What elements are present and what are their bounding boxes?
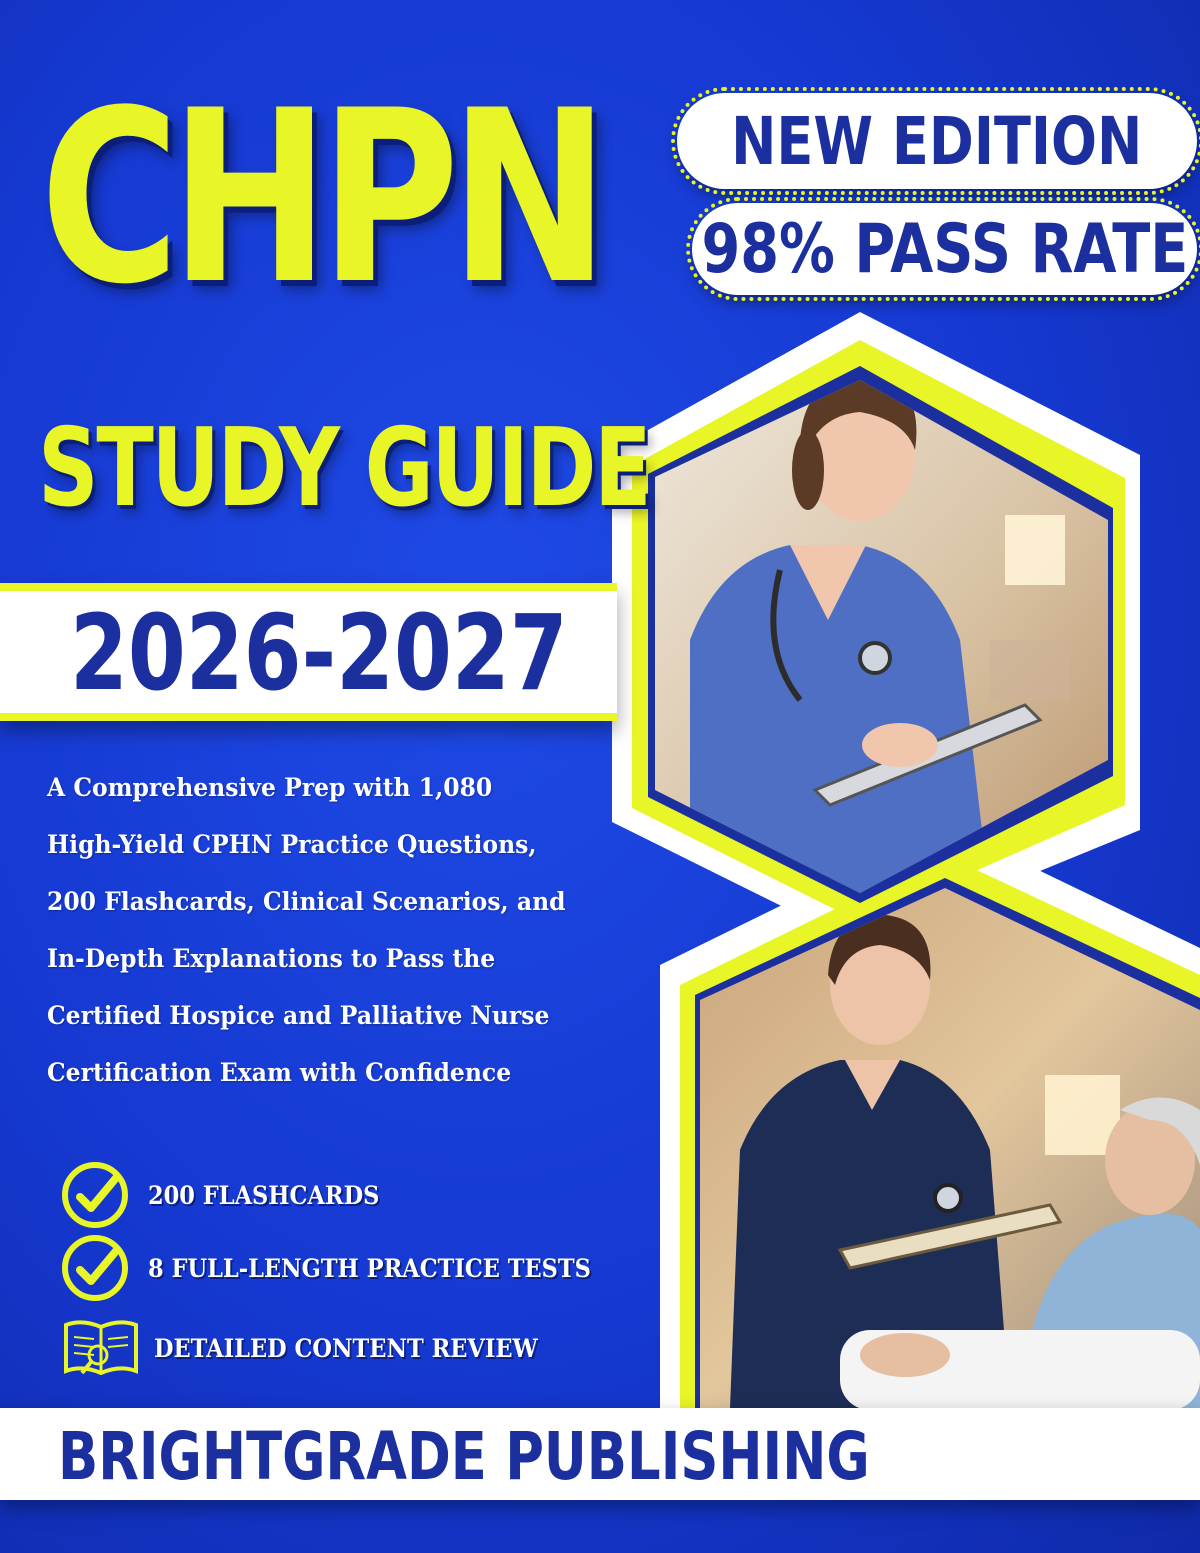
publisher-band — [0, 1408, 1200, 1500]
year-band — [0, 583, 617, 721]
badge-pass-rate — [692, 203, 1197, 295]
feature-label: 200 FLASHCARDS — [148, 1180, 380, 1210]
edition-year: 2026-2027 — [70, 592, 568, 714]
description-line: In-Depth Explanations to Pass the — [47, 944, 496, 974]
check-circle-icon — [60, 1233, 130, 1303]
cover-title: CHPN — [40, 60, 600, 337]
badge-pass-rate-label: 98% PASS RATE — [701, 209, 1188, 289]
description-line: Certified Hospice and Palliative Nurse — [47, 1001, 550, 1031]
cover-subtitle: STUDY GUIDE — [38, 406, 650, 531]
feature-practice-tests — [60, 1233, 640, 1303]
cover-description — [47, 760, 647, 1102]
publisher-name: BRIGHTGRADE PUBLISHING — [58, 1418, 870, 1495]
description-line: A Comprehensive Prep with 1,080 — [47, 773, 493, 803]
feature-label: DETAILED CONTENT REVIEW — [154, 1333, 538, 1363]
check-circle-icon — [60, 1160, 130, 1230]
feature-label: 8 FULL-LENGTH PRACTICE TESTS — [148, 1253, 591, 1283]
description-line: 200 Flashcards, Clinical Scenarios, and — [47, 887, 566, 917]
badge-new-edition — [677, 93, 1197, 189]
feature-flashcards — [60, 1160, 405, 1230]
description-line: High-Yield CPHN Practice Questions, — [47, 830, 537, 860]
badge-new-edition-label: NEW EDITION — [731, 102, 1143, 180]
open-book-icon — [62, 1315, 140, 1381]
description-line: Certification Exam with Confidence — [47, 1058, 512, 1088]
feature-content-review — [62, 1315, 580, 1381]
